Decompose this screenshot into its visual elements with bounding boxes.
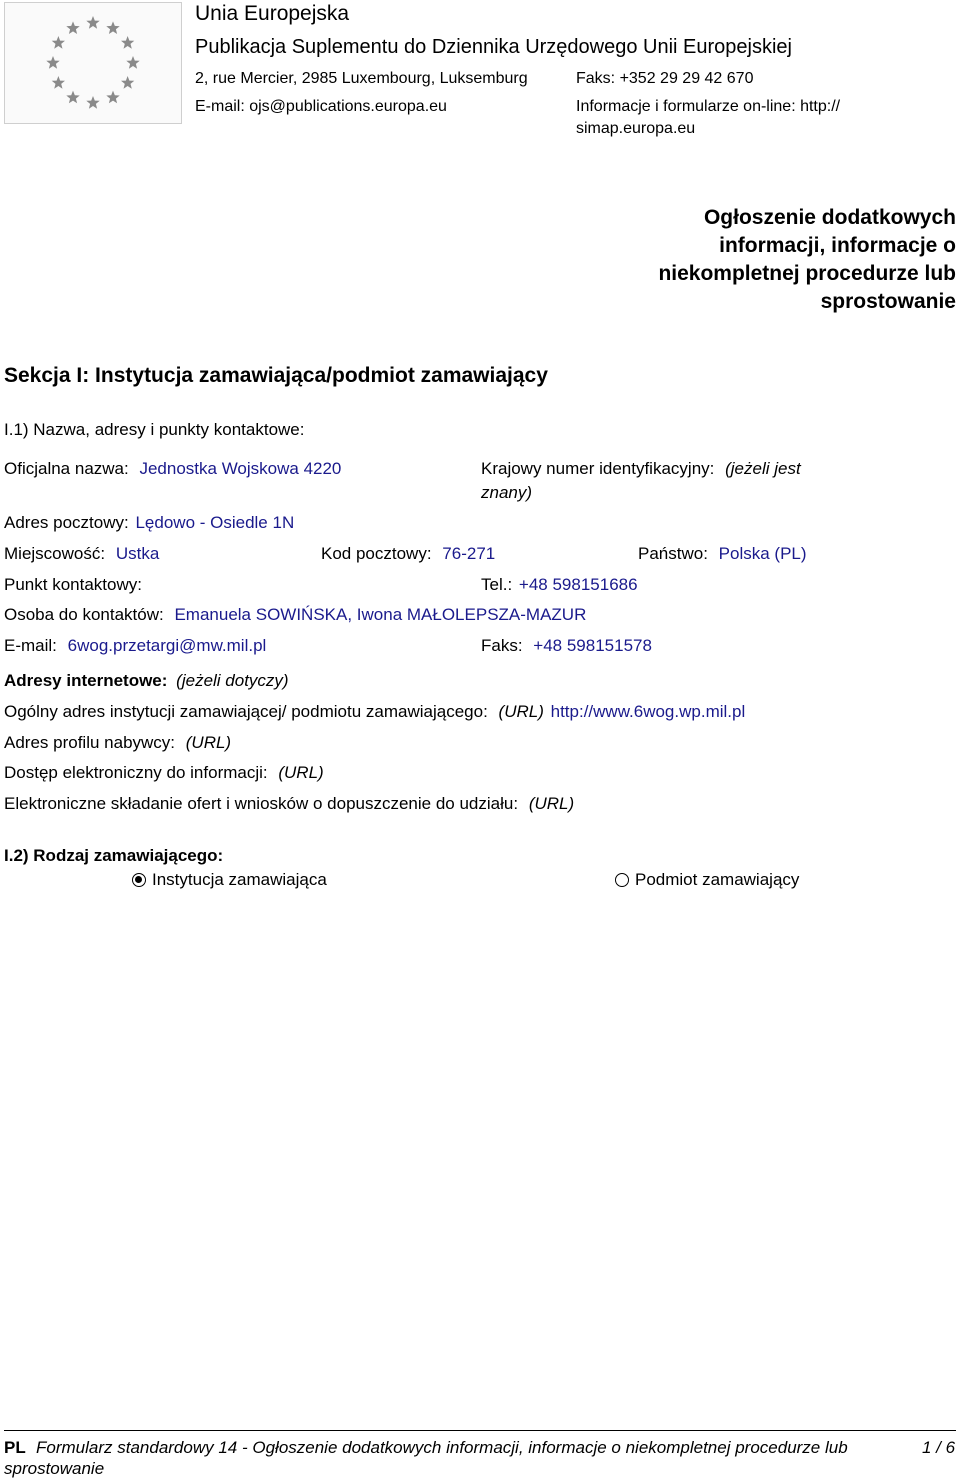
web-label: Adresy internetowe: — [4, 671, 168, 690]
option-contracting-authority[interactable] — [132, 870, 327, 890]
eu-star-icon — [52, 76, 65, 89]
eu-star-icon — [106, 21, 119, 34]
header-fax: Faks: +352 29 29 42 670 — [576, 70, 754, 87]
contact-person-row — [4, 605, 586, 625]
eu-star-icon — [121, 36, 134, 49]
eu-star-icon — [46, 56, 59, 69]
general-url-label: Ogólny adres instytucji zamawiającej/ podmiotu zamawiającego: — [4, 702, 488, 721]
header-info-line2: simap.europa.eu — [576, 120, 696, 137]
eu-star-icon — [121, 76, 134, 89]
eu-star-icon — [126, 56, 139, 69]
electronic-access-row — [4, 763, 324, 783]
header-publication: Publikacja Suplementu do Dziennika Urzędowego Unii Europejskiej — [195, 36, 792, 58]
general-url-value[interactable]: http://www.6wog.wp.mil.pl — [550, 702, 746, 721]
option-contracting-entity[interactable] — [615, 870, 799, 890]
footer-lang: PL — [4, 1438, 26, 1457]
option2-label: Podmiot zamawiający — [635, 870, 800, 889]
tel-value: +48 598151686 — [518, 575, 638, 594]
buyer-profile-label: Adres profilu nabywcy: — [4, 733, 176, 752]
contact-person-label: Osoba do kontaktów: — [4, 605, 164, 624]
postal-label: Adres pocztowy: — [4, 513, 129, 532]
fax-value: +48 598151578 — [533, 636, 652, 655]
footer-form-line2: sprostowanie — [4, 1459, 105, 1478]
email-value[interactable]: 6wog.przetargi@mw.mil.pl — [67, 636, 267, 655]
electronic-access-note: (URL) — [278, 763, 324, 782]
fax-row — [481, 636, 652, 656]
general-url-row — [4, 702, 745, 722]
footer-form-line1: Formularz standardowy 14 - Ogłoszenie dodatkowych informacji, informacje o niekompletnej procedurze lub — [36, 1438, 848, 1457]
postal-address-row — [4, 513, 294, 533]
electronic-submission-note: (URL) — [528, 794, 575, 813]
email-label: E-mail: — [4, 636, 57, 655]
title-line3: niekompletnej procedurze lub — [658, 262, 956, 285]
eu-star-icon — [86, 96, 99, 109]
footer-page-number: 1 / 6 — [922, 1438, 956, 1457]
postcode-label: Kod pocztowy: — [321, 544, 432, 563]
contact-person-value: Emanuela SOWIŃSKA, Iwona MAŁOLEPSZA-MAZUR — [174, 605, 587, 624]
email-row — [4, 636, 266, 656]
radio-selected-icon[interactable] — [132, 873, 146, 887]
web-addresses-row — [4, 671, 289, 691]
official-name-row — [4, 459, 341, 479]
tel-label: Tel.: — [481, 575, 513, 594]
official-name-label: Oficjalna nazwa: — [4, 459, 129, 478]
national-id-note-1: (jeżeli jest — [725, 459, 801, 478]
web-note: (jeżeli dotyczy) — [176, 671, 289, 690]
postcode-value: 76-271 — [442, 544, 496, 563]
eu-star-icon — [52, 36, 65, 49]
country-label: Państwo: — [638, 544, 708, 563]
country-value: Polska (PL) — [718, 544, 807, 563]
postcode-row — [321, 544, 495, 564]
electronic-access-label: Dostęp elektroniczny do informacji: — [4, 763, 268, 782]
postal-value: Lędowo - Osiedle 1N — [135, 513, 295, 532]
radio-unselected-icon[interactable] — [615, 873, 629, 887]
header-info-line1: Informacje i formularze on-line: http:// — [576, 98, 841, 115]
footer-divider — [4, 1430, 956, 1431]
electronic-submission-row — [4, 794, 574, 814]
country-row — [638, 544, 807, 564]
general-url-note: (URL) — [498, 702, 544, 721]
eu-star-icon — [86, 16, 99, 29]
national-id-note-2: znany) — [481, 483, 533, 502]
tel-row — [481, 575, 638, 595]
national-id-row — [481, 459, 801, 479]
eu-star-icon — [66, 91, 79, 104]
contact-point-label: Punkt kontaktowy: — [4, 575, 142, 594]
eu-stars-icon — [5, 3, 181, 123]
buyer-profile-note: (URL) — [185, 733, 232, 752]
city-value: Ustka — [115, 544, 160, 563]
header-email: E-mail: ojs@publications.europa.eu — [195, 98, 447, 115]
subsection-2-heading: I.2) Rodzaj zamawiającego: — [4, 846, 224, 865]
title-line1: Ogłoszenie dodatkowych — [703, 206, 956, 229]
subsection-1-heading: I.1) Nazwa, adresy i punkty kontaktowe: — [4, 420, 305, 439]
official-name-value: Jednostka Wojskowa 4220 — [139, 459, 342, 478]
city-label: Miejscowość: — [4, 544, 106, 563]
buyer-profile-row — [4, 733, 231, 753]
title-line2: informacji, informacje o — [719, 234, 956, 257]
national-id-label: Krajowy numer identyfikacyjny: — [481, 459, 715, 478]
option1-label: Instytucja zamawiająca — [152, 870, 327, 889]
eu-star-icon — [66, 21, 79, 34]
header-org: Unia Europejska — [195, 2, 350, 25]
fax-label: Faks: — [481, 636, 523, 655]
electronic-submission-label: Elektroniczne składanie ofert i wniosków o dopuszczenie do udziału: — [4, 794, 519, 813]
eu-star-icon — [106, 91, 119, 104]
eu-flag-logo — [4, 2, 182, 124]
section-heading: Sekcja I: Instytucja zamawiająca/podmiot zamawiający — [4, 364, 548, 387]
city-row — [4, 544, 159, 564]
notice-title — [536, 204, 956, 316]
title-line4: sprostowanie — [820, 290, 956, 313]
header-address: 2, rue Mercier, 2985 Luxembourg, Luksemburg — [195, 70, 528, 87]
